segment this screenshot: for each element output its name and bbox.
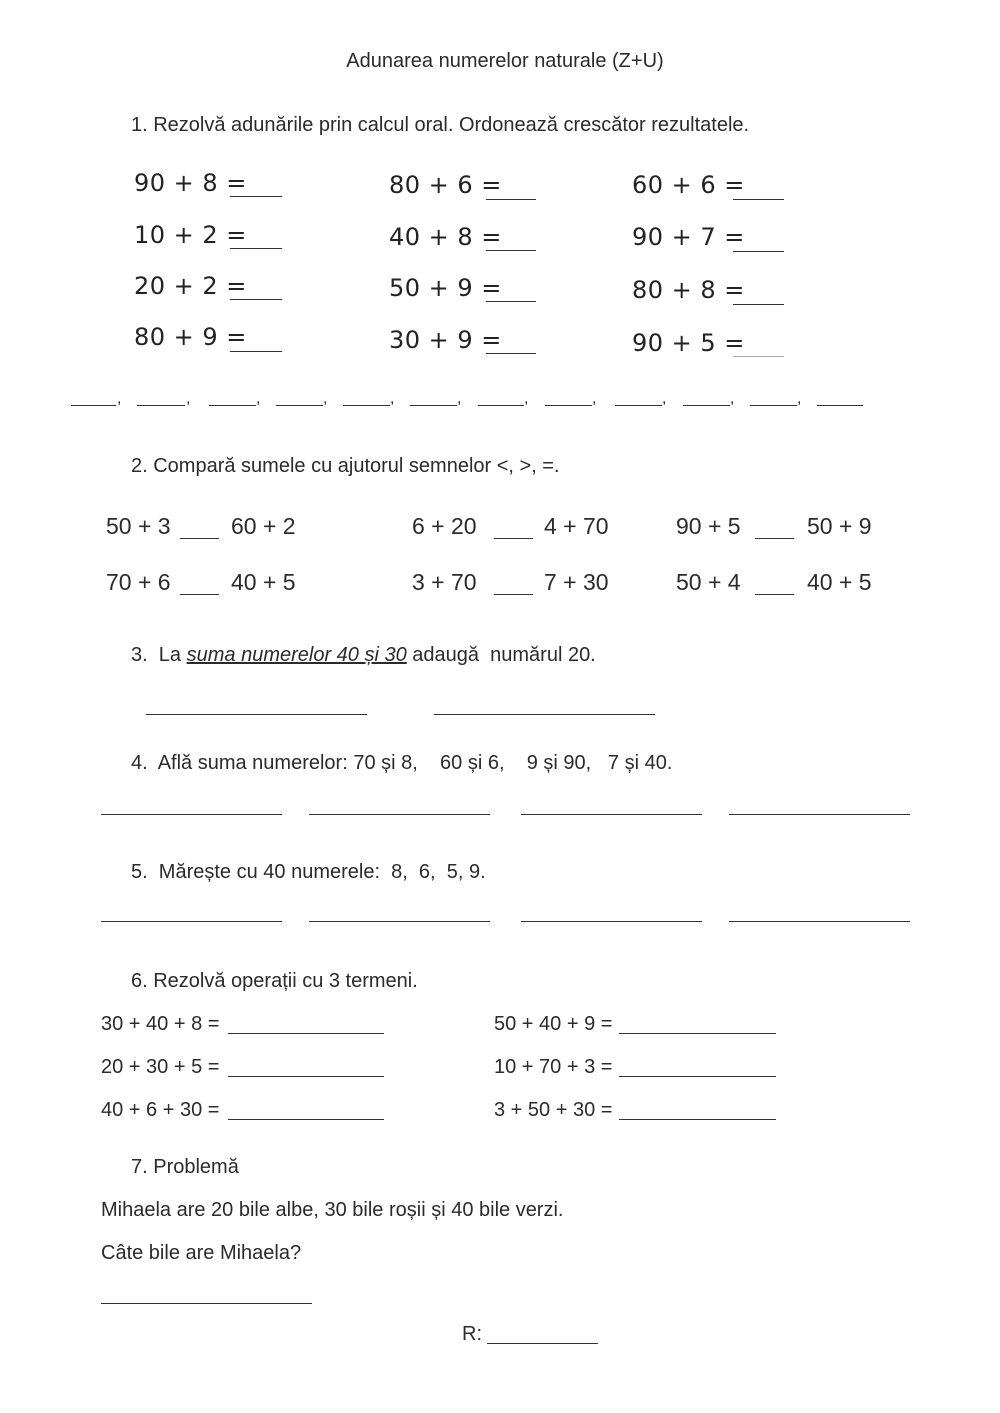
answer-line[interactable]: [619, 1076, 776, 1077]
answer-line[interactable]: [729, 921, 910, 922]
equation: 50 + 9 =: [389, 274, 502, 302]
order-blank[interactable]: [817, 405, 863, 406]
answer-blank[interactable]: [733, 199, 784, 200]
answer-line[interactable]: [146, 714, 367, 715]
order-blank[interactable]: [683, 405, 730, 406]
answer-line[interactable]: [101, 921, 282, 922]
exercise-1-instruction: 1. Rezolvă adunările prin calcul oral. Ordonează crescător rezultatele.: [131, 114, 750, 136]
sum-right: 40 + 5: [807, 569, 872, 595]
equation: 10 + 2 =: [134, 221, 247, 249]
operation: 50 + 40 + 9 =: [494, 1013, 613, 1035]
answer-blank[interactable]: [230, 299, 282, 300]
answer-blank[interactable]: [230, 196, 282, 197]
answer-blank[interactable]: [486, 301, 536, 302]
sum-left: 50 + 3: [106, 513, 171, 539]
compare-blank[interactable]: [494, 538, 533, 539]
answer-blank[interactable]: [486, 353, 536, 354]
operation: 3 + 50 + 30 =: [494, 1099, 613, 1121]
answer-line[interactable]: [228, 1076, 384, 1077]
answer-label: R:: [462, 1323, 482, 1345]
exercise-3-instruction: [131, 644, 596, 667]
order-blank[interactable]: [343, 405, 390, 406]
answer-blank[interactable]: [486, 250, 536, 251]
comma: ,: [256, 390, 261, 407]
sum-left: 3 + 70: [412, 569, 477, 595]
sum-right: 60 + 2: [231, 513, 296, 539]
comma: ,: [662, 390, 667, 407]
compare-blank[interactable]: [180, 594, 219, 595]
exercise-4-instruction: 4. Află suma numerelor: 70 și 8, 60 și 6, 9 și 90, 7 și 40.: [131, 752, 673, 774]
comma: ,: [323, 390, 328, 407]
comma: ,: [390, 390, 395, 407]
exercise-3-emphasis: suma numerelor 40 și 30: [186, 644, 407, 666]
order-blank[interactable]: [410, 405, 457, 406]
operation: 10 + 70 + 3 =: [494, 1056, 613, 1078]
order-blank[interactable]: [545, 405, 592, 406]
equation: 90 + 5 =: [632, 329, 745, 357]
order-blank[interactable]: [137, 405, 185, 406]
answer-line[interactable]: [309, 921, 490, 922]
exercise-3-suffix: adaugă numărul 20.: [406, 644, 596, 666]
problem-question: Câte bile are Mihaela?: [101, 1242, 302, 1264]
order-blank[interactable]: [209, 405, 256, 406]
order-blank[interactable]: [276, 405, 323, 406]
sum-left: 6 + 20: [412, 513, 477, 539]
sum-right: 4 + 70: [544, 513, 609, 539]
comma: ,: [592, 390, 597, 407]
order-blank[interactable]: [71, 405, 116, 406]
exercise-5-instruction: 5. Mărește cu 40 numerele: 8, 6, 5, 9.: [131, 861, 486, 883]
operation: 20 + 30 + 5 =: [101, 1056, 220, 1078]
operation: 30 + 40 + 8 =: [101, 1013, 220, 1035]
equation: 40 + 8 =: [389, 223, 502, 251]
equation: 80 + 6 =: [389, 171, 502, 199]
answer-line[interactable]: [619, 1033, 776, 1034]
answer-line[interactable]: [228, 1119, 384, 1120]
exercise-6-instruction: 6. Rezolvă operații cu 3 termeni.: [131, 970, 418, 992]
answer-blank[interactable]: [230, 351, 282, 352]
comma: ,: [457, 390, 462, 407]
equation: 80 + 8 =: [632, 276, 745, 304]
answer-line[interactable]: [521, 814, 702, 815]
answer-line[interactable]: [101, 814, 282, 815]
comma: ,: [524, 390, 529, 407]
equation: 60 + 6 =: [632, 171, 745, 199]
compare-blank[interactable]: [755, 538, 794, 539]
comma: ,: [730, 390, 735, 407]
order-blank[interactable]: [615, 405, 662, 406]
exercise-3-prefix: 3. La: [131, 644, 187, 666]
answer-line[interactable]: [228, 1033, 384, 1034]
sum-right: 50 + 9: [807, 513, 872, 539]
sum-right: 40 + 5: [231, 569, 296, 595]
exercise-2-instruction: 2. Compară sumele cu ajutorul semnelor <, >, =.: [131, 455, 560, 477]
answer-line[interactable]: [487, 1343, 598, 1344]
equation: 20 + 2 =: [134, 272, 247, 300]
sum-left: 90 + 5: [676, 513, 741, 539]
page-title: Adunarea numerelor naturale (Z+U): [346, 50, 664, 72]
sum-left: 70 + 6: [106, 569, 171, 595]
equation: 80 + 9 =: [134, 323, 247, 351]
operation: 40 + 6 + 30 =: [101, 1099, 220, 1121]
answer-blank[interactable]: [733, 356, 784, 357]
answer-line[interactable]: [729, 814, 910, 815]
answer-line[interactable]: [434, 714, 655, 715]
answer-line[interactable]: [101, 1303, 312, 1304]
answer-blank[interactable]: [230, 248, 282, 249]
problem-text: Mihaela are 20 bile albe, 30 bile roșii și 40 bile verzi.: [101, 1199, 564, 1221]
compare-blank[interactable]: [755, 594, 794, 595]
comma: ,: [186, 390, 191, 407]
order-blank[interactable]: [750, 405, 797, 406]
answer-line[interactable]: [309, 814, 490, 815]
answer-blank[interactable]: [733, 304, 784, 305]
compare-blank[interactable]: [494, 594, 533, 595]
sum-left: 50 + 4: [676, 569, 741, 595]
answer-line[interactable]: [521, 921, 702, 922]
exercise-7-heading: 7. Problemă: [131, 1156, 239, 1178]
equation: 90 + 8 =: [134, 169, 247, 197]
compare-blank[interactable]: [180, 538, 219, 539]
equation: 30 + 9 =: [389, 326, 502, 354]
comma: ,: [117, 390, 122, 407]
equation: 90 + 7 =: [632, 223, 745, 251]
comma: ,: [797, 390, 802, 407]
answer-line[interactable]: [619, 1119, 776, 1120]
order-blank[interactable]: [478, 405, 524, 406]
answer-blank[interactable]: [486, 199, 536, 200]
answer-blank[interactable]: [733, 251, 784, 252]
sum-right: 7 + 30: [544, 569, 609, 595]
